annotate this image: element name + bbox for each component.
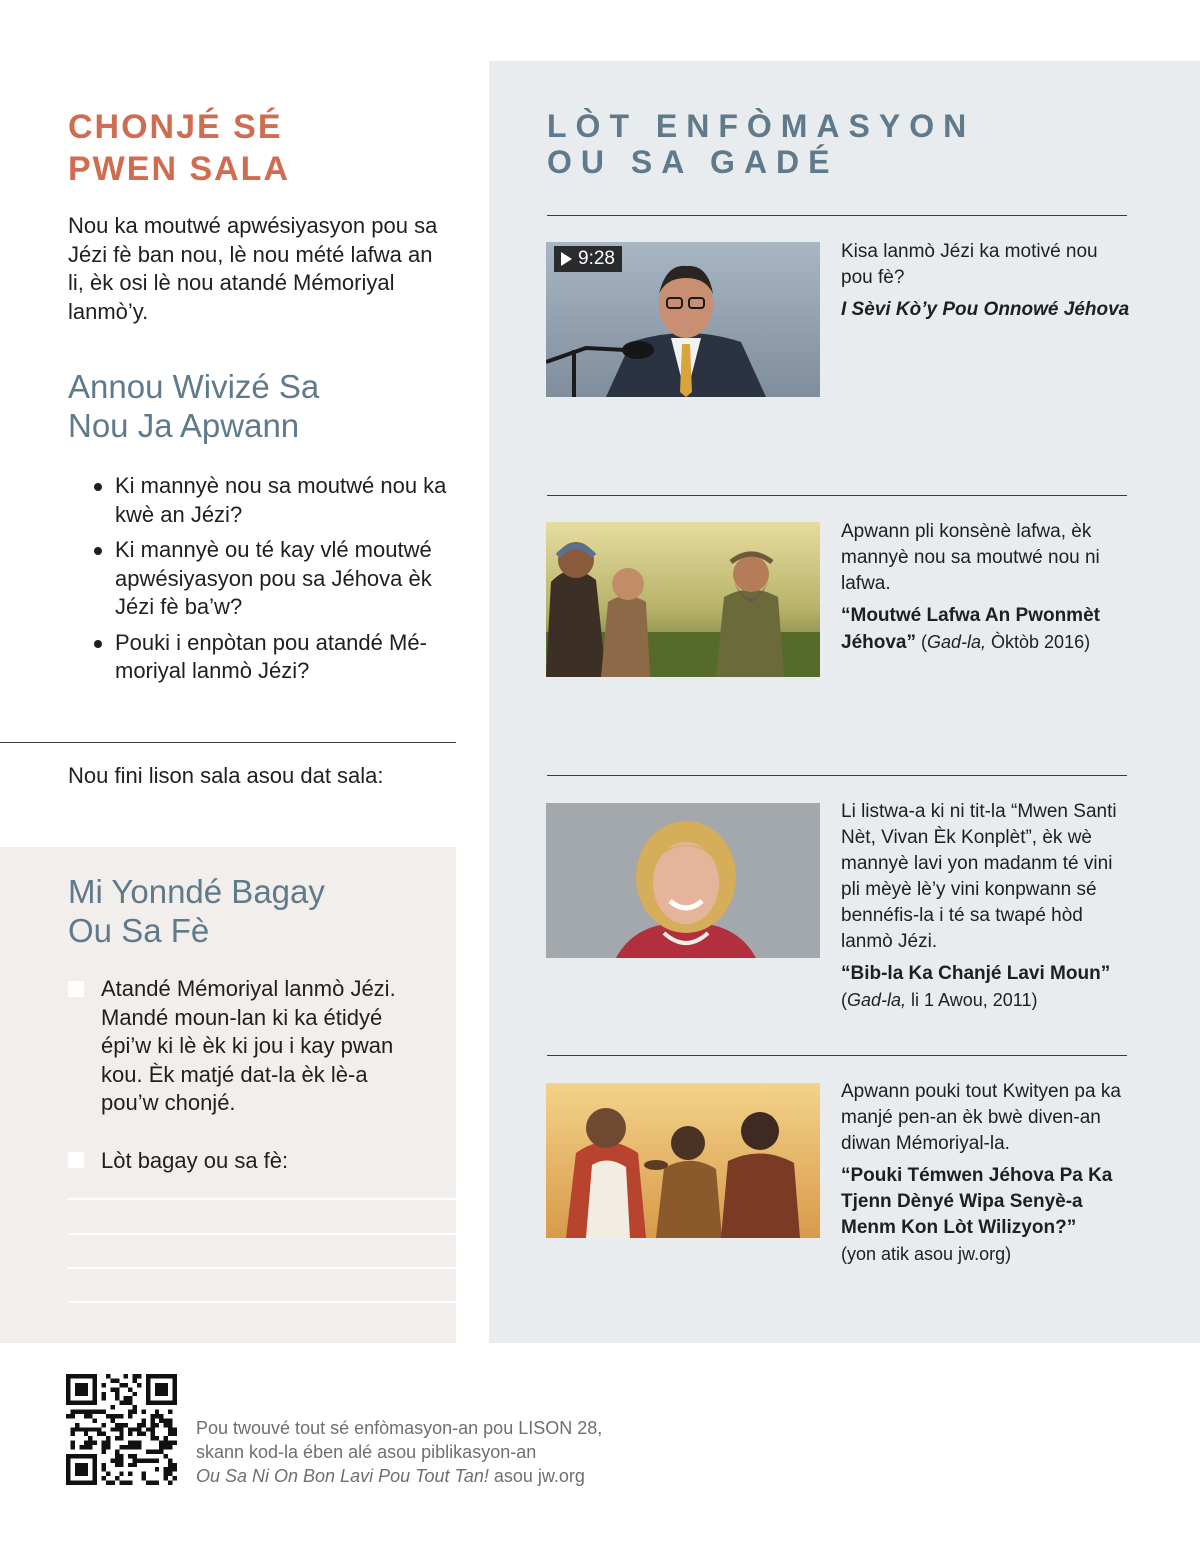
goal-item-1: Atandé Mémoriyal lanmò Jézi. Mandé moun-lan ki ka étidyé épi’w ki lè èk ki jou i kay pwan kou. Èk matjé dat-la èk lè-a pou’w chonjé. [101, 976, 396, 1115]
writing-line[interactable] [68, 1198, 456, 1200]
article-image[interactable] [546, 1083, 820, 1238]
article-image[interactable] [546, 522, 820, 677]
entry-source [916, 632, 1090, 652]
more-heading-line-1: LÒT ENFÒMASYON [547, 108, 976, 144]
footer-line-3: asou jw.org [488, 1466, 585, 1486]
review-question: Ki mannyè ou té kay vlé moutwé apwésiyasyon pou sa Jéhova èk Jézi fè ba’w? [92, 536, 452, 622]
source-date: li 1 Awou, 2011) [906, 990, 1038, 1010]
footer-text [196, 1416, 756, 1488]
source-open: ( [915, 632, 927, 652]
video-thumbnail[interactable] [546, 242, 820, 397]
review-question: Pouki i enpòtan pou atandé Mémoriyal lanmò Jézi? [92, 629, 452, 686]
goals-heading-line-2: Ou Sa Fè [68, 912, 210, 949]
source-publication: Gad-la, [847, 990, 907, 1010]
review-question: Ki mannyè nou sa moutwé nou ka kwè an Jézi? [92, 472, 452, 529]
lesson-completed-date-text: Nou fini lison sala asou dat sala: [68, 763, 384, 788]
video-duration: 9:28 [578, 248, 615, 269]
goals-heading [68, 872, 448, 950]
entry-divider [547, 215, 1127, 216]
article-image[interactable] [546, 803, 820, 958]
entry-divider [547, 495, 1127, 496]
source-date: Òktòb 2016) [986, 632, 1091, 652]
entry-description: Li listwa-a ki ni tit-la “Mwen Santi Nèt, Vivan Èk Konplèt”, èk wè mannyè lavi yon madanm té vini pli mèyè lè’y vini konpwann sé bennéfis-la i té sa twapé hòd lanmò Jézi. [841, 801, 1117, 952]
review-heading-line-1: Annou Wivizé Sa [68, 368, 320, 405]
more-info-entry-4 [841, 1079, 1131, 1267]
writing-line[interactable] [68, 1267, 456, 1269]
footer-publication-title[interactable]: Ou Sa Ni On Bon Lavi Pou Tout Tan! [196, 1466, 489, 1486]
source-open: ( [841, 990, 847, 1010]
review-question-list [92, 472, 452, 693]
qr-code-icon[interactable] [66, 1374, 177, 1485]
footer-line-2: skann kod-la ében alé asou piblikasyon-an [196, 1442, 537, 1462]
source-publication: Gad-la, [926, 632, 987, 652]
more-heading-line-2: OU SA GADÉ [547, 144, 839, 180]
review-heading-line-2: Nou Ja Apwann [68, 407, 300, 444]
video-duration-badge [554, 246, 622, 272]
writing-line[interactable] [68, 1301, 456, 1303]
entry-description: Apwann pouki tout Kwityen pa ka manjé pen-an èk bwè diven-an diwan Mémoriyal-la. [841, 1081, 1121, 1154]
entry-divider [547, 775, 1127, 776]
entry-title-link[interactable]: “Pouki Témwen Jéhova Pa Ka Tjenn Dènyé Wipa Senyè-a Menm Kon Lòt Wilizyon?” [841, 1165, 1113, 1238]
summary-text: Nou ka moutwé apwésiyasyon pou sa Jézi fè ban nou, lè nou mété lafwa an li, èk osi lè nou atandé Mémoriyal lanmò’y. [68, 213, 438, 324]
key-heading-line-2: PWEN SALA [68, 150, 290, 188]
review-heading [68, 367, 448, 445]
entry-description: Kisa lanmò Jézi ka motivé nou pou fè? [841, 241, 1098, 288]
entry-divider [547, 1055, 1127, 1056]
play-icon [561, 252, 572, 266]
men-talking-illustration [546, 522, 820, 677]
goal-checkbox-2[interactable] [68, 1152, 84, 1168]
last-supper-illustration [546, 1083, 820, 1238]
smiling-woman-illustration [546, 803, 820, 958]
entry-description: Apwann pli konsènè lafwa, èk mannyè nou sa moutwé nou ni lafwa. [841, 521, 1100, 594]
entry-title-link[interactable]: “Bib-la Ka Chanjé Lavi Moun” [841, 963, 1111, 984]
more-info-entry-2 [841, 519, 1131, 656]
key-heading-line-1: CHONJÉ SÉ [68, 108, 283, 146]
more-info-entry-1 [841, 239, 1131, 323]
left-divider [0, 742, 456, 743]
more-info-heading [547, 108, 1147, 180]
goals-heading-line-1: Mi Yonndé Bagay [68, 873, 325, 910]
goal-checkbox-1[interactable] [68, 981, 84, 997]
entry-source [841, 987, 1131, 1013]
entry-source: (yon atik asou jw.org) [841, 1244, 1012, 1264]
writing-line[interactable] [68, 1233, 456, 1235]
entry-title-link[interactable] [841, 603, 1131, 656]
footer-line-1: Pou twouvé tout sé enfòmasyon-an pou LISON 28, [196, 1418, 603, 1438]
key-points-heading [68, 106, 448, 190]
goal-item-2: Lòt bagay ou sa fè: [101, 1148, 289, 1173]
more-info-entry-3 [841, 799, 1131, 1013]
entry-title-link[interactable]: I Sèvi Kò’y Pou Onnowé Jéhova [841, 299, 1130, 320]
entry-title: “Moutwé Lafwa An Pwonmèt Jéhova” [841, 605, 1100, 653]
